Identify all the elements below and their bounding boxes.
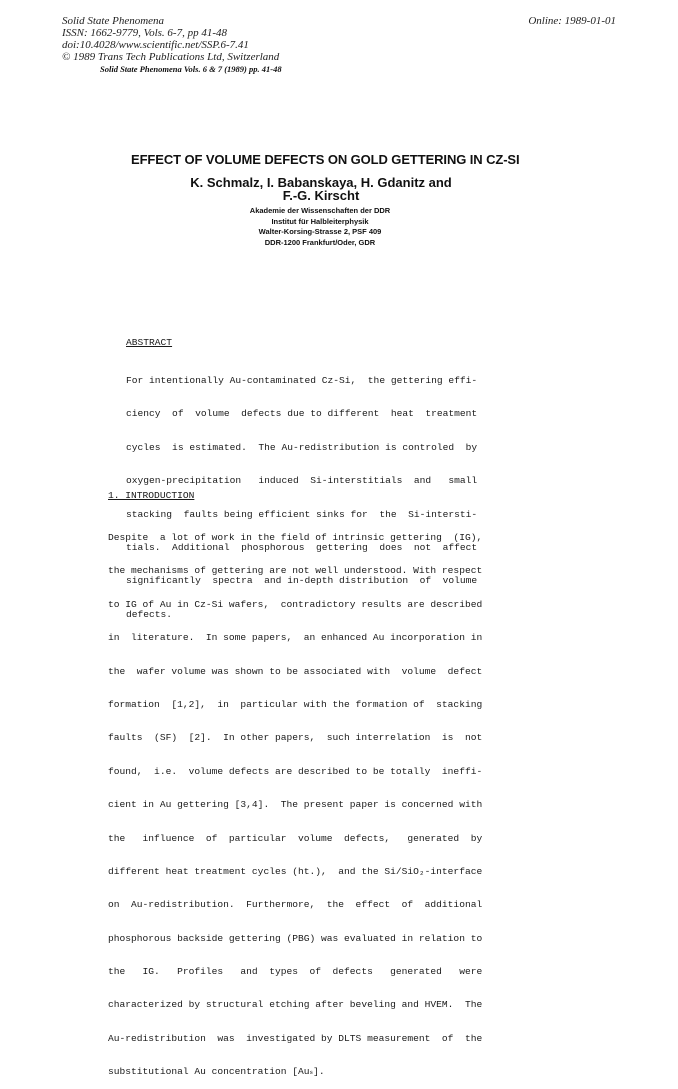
- abstract-line: tials. Additional phosphorous gettering does not affect: [126, 541, 478, 553]
- intro-line: faults (SF) [2]. In other papers, such interrelation is not: [108, 732, 483, 744]
- intro-line: formation [1,2], in particular with the formation of stacking: [108, 698, 483, 710]
- publication-header: [62, 15, 279, 63]
- abstract-line: cycles is estimated. The Au-redistribution is controled by: [126, 441, 478, 453]
- online-date: Online: 1989-01-01: [528, 15, 616, 27]
- intro-line: in literature. In some papers, an enhanced Au incorporation in: [108, 632, 483, 644]
- abstract-line: oxygen-precipitation induced Si-interstitials and small: [126, 475, 478, 487]
- affiliation-block: [200, 206, 440, 248]
- affiliation-line: Walter-Korsing-Strasse 2, PSF 409: [258, 227, 382, 236]
- intro-line: Despite a lot of work in the field of intrinsic gettering (IG),: [108, 532, 483, 543]
- intro-line: phosphorous backside gettering (PBG) was evaluated in relation to: [108, 932, 483, 944]
- copyright-line: © 1989 Trans Tech Publications Ltd, Switzerland: [62, 51, 280, 63]
- journal-name: Solid State Phenomena: [62, 15, 165, 27]
- affiliation-line: DDR-1200 Frankfurt/Oder, GDR: [264, 237, 376, 247]
- abstract-line: defects.: [126, 608, 173, 620]
- intro-line: to IG of Au in Cz-Si wafers, contradictory results are described: [108, 598, 483, 610]
- author-line-2: F.-G. Kirscht: [282, 188, 360, 203]
- intro-line: different heat treatment cycles (ht.), and the Si/SiO₂-interface: [108, 865, 483, 877]
- intro-line: cient in Au gettering [3,4]. The present paper is concerned with: [108, 799, 483, 811]
- issn-line: ISSN: 1662-9779, Vols. 6-7, pp 41-48: [62, 27, 227, 39]
- abstract-line: For intentionally Au-contaminated Cz-Si, the gettering effi-: [126, 375, 478, 386]
- author-list: [171, 176, 471, 202]
- intro-line: found, i.e. volume defects are described to be totally ineffi-: [108, 765, 483, 777]
- intro-line: on Au-redistribution. Furthermore, the effect of additional: [108, 899, 483, 911]
- intro-line: Au-redistribution was investigated by DLTS measurement of the: [108, 1032, 483, 1044]
- intro-line: characterized by structural etching after beveling and HVEM. The: [108, 999, 483, 1011]
- intro-line: substitutional Au concentration [Auₛ].: [108, 1066, 325, 1078]
- intro-line: the influence of particular volume defects, generated by: [108, 832, 483, 844]
- doi-line: doi:10.4028/www.scientific.net/SSP.6-7.41: [62, 39, 249, 51]
- abstract-heading: ABSTRACT: [126, 337, 173, 348]
- affiliation-line: Institut für Halbleiterphysik: [271, 216, 369, 226]
- intro-line: the wafer volume was shown to be associated with volume defect: [108, 665, 483, 677]
- author-line-1: K. Schmalz, I. Babanskaya, H. Gdanitz and: [190, 175, 452, 190]
- abstract-line: stacking faults being efficient sinks for the Si-intersti-: [126, 508, 478, 520]
- intro-line: the mechanisms of gettering are not well understood. With respect: [108, 565, 483, 577]
- abstract-line: significantly spectra and in-depth distribution of volume: [126, 575, 478, 587]
- introduction-heading: 1. INTRODUCTION: [108, 490, 195, 501]
- journal-reference: Solid State Phenomena Vols. 6 & 7 (1989) pp. 41-48: [100, 64, 282, 74]
- intro-line: the IG. Profiles and types of defects generated were: [108, 966, 483, 978]
- affiliation-line: Akademie der Wissenschaften der DDR: [249, 206, 391, 215]
- abstract-line: ciency of volume defects due to different heat treatment: [126, 408, 478, 420]
- paper-title: EFFECT OF VOLUME DEFECTS ON GOLD GETTERING IN CZ-SI: [131, 152, 520, 167]
- introduction-body: [108, 510, 482, 1089]
